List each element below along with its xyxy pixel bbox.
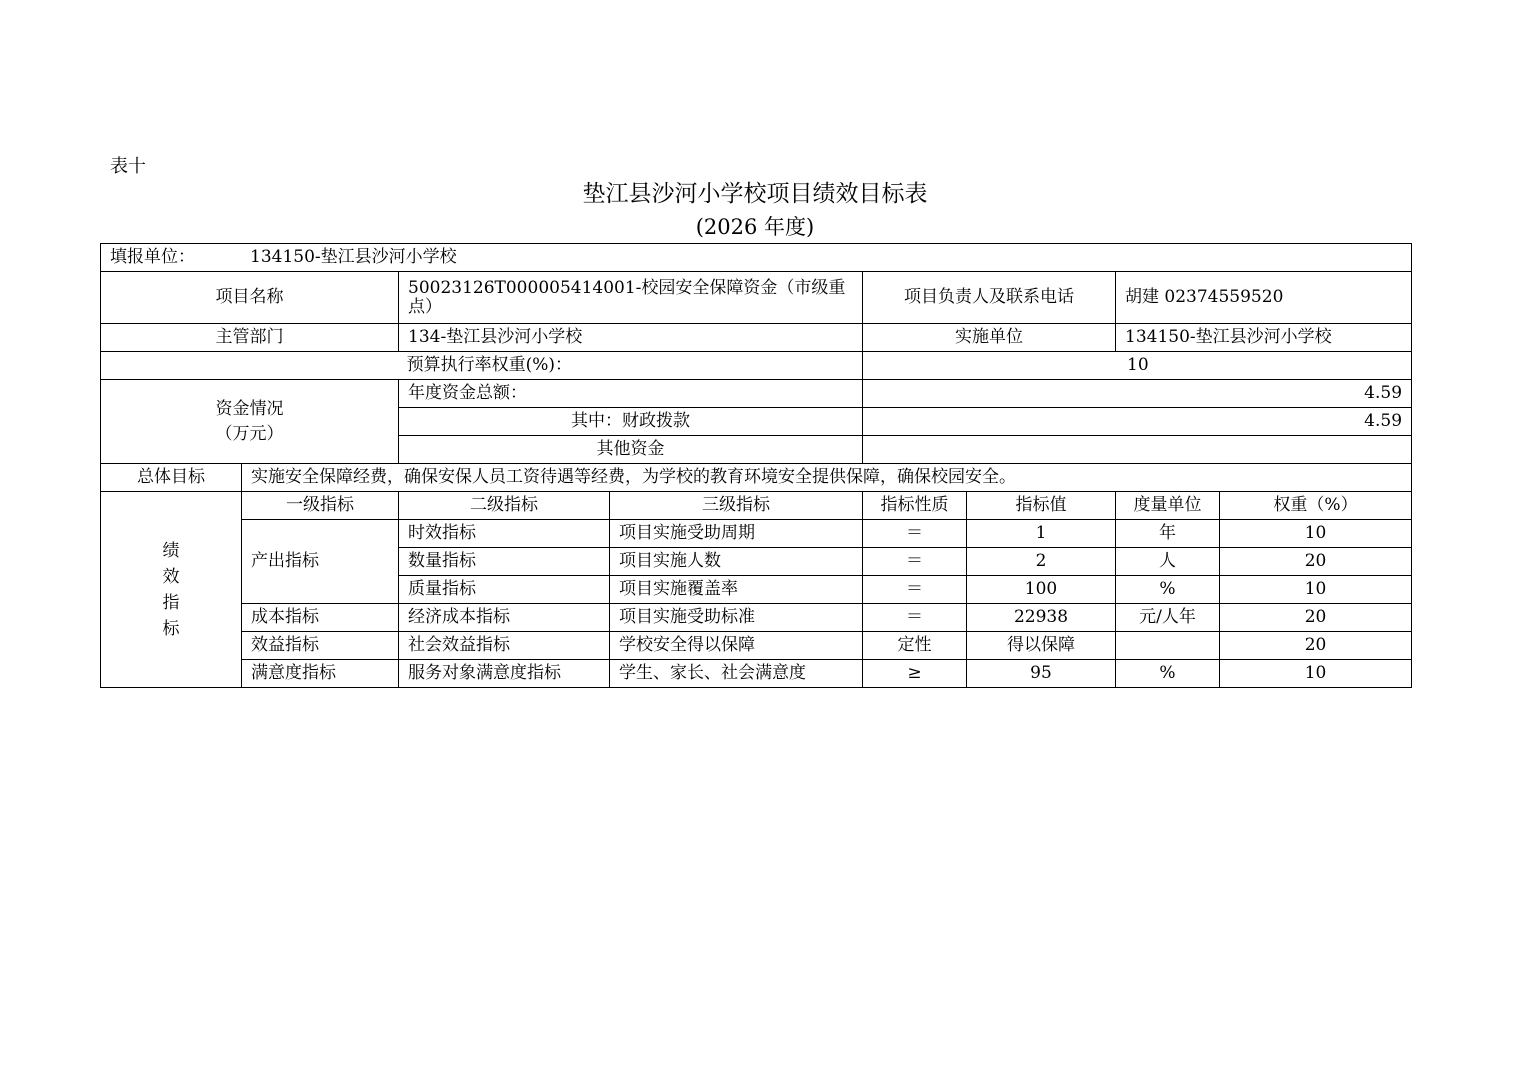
indicator-section-label-text: 绩效指标 [162,540,180,639]
header-level2: 二级指标 [399,492,610,520]
project-name-value: 50023126T000005414001-校园安全保障资金（市级重点） [399,272,863,324]
level2-cell: 社会效益指标 [399,632,610,660]
header-weight: 权重（%） [1220,492,1412,520]
project-manager-value: 胡建 02374559520 [1116,272,1412,324]
nature-cell: ＝ [863,604,967,632]
project-manager-label: 项目负责人及联系电话 [863,272,1116,324]
reporting-unit-row [101,244,1412,272]
level2-cell: 服务对象满意度指标 [399,660,610,688]
table-row [101,632,1412,660]
project-name-row [101,272,1412,324]
table-label: 表十 [110,156,146,177]
annual-total-value: 4.59 [863,380,1412,408]
table-row [101,604,1412,632]
value-cell: 22938 [967,604,1116,632]
annual-total-label: 年度资金总额： [399,380,863,408]
budget-weight-value: 10 [863,352,1412,380]
overall-goal-text: 实施安全保障经费，确保安保人员工资待遇等经费，为学校的教育环境安全提供保障，确保校园安全。 [242,464,1412,492]
overall-goal-row [101,464,1412,492]
department-value: 134-垫江县沙河小学校 [399,324,863,352]
level3-cell: 项目实施受助周期 [610,520,863,548]
nature-cell: ＝ [863,520,967,548]
reporting-unit-value: 134150-垫江县沙河小学校 [250,247,457,267]
output-indicator-label: 产出指标 [242,520,399,604]
funds-label [101,380,399,464]
budget-weight-label: 预算执行率权重(%)： [101,352,863,380]
header-unit: 度量单位 [1116,492,1220,520]
level1-cell: 满意度指标 [242,660,399,688]
implementer-label: 实施单位 [863,324,1116,352]
header-level1: 一级指标 [242,492,399,520]
implementer-value: 134150-垫江县沙河小学校 [1116,324,1412,352]
reporting-unit-cell [101,244,1412,272]
fiscal-value: 4.59 [863,408,1412,436]
nature-cell: ＝ [863,548,967,576]
funds-label-line2: （万元） [215,423,284,444]
nature-cell: 定性 [863,632,967,660]
funds-label-line1: 资金情况 [215,398,284,419]
unit-cell [1116,632,1220,660]
page-subtitle: (2026 年度) [695,215,815,239]
overall-goal-label: 总体目标 [101,464,242,492]
header-value: 指标值 [967,492,1116,520]
department-row [101,324,1412,352]
other-funds-label: 其他资金 [399,436,863,464]
unit-cell: 人 [1116,548,1220,576]
budget-weight-row [101,352,1412,380]
table-row [101,660,1412,688]
level1-cell: 成本指标 [242,604,399,632]
weight-cell: 20 [1220,632,1412,660]
nature-cell: ＝ [863,576,967,604]
value-cell: 100 [967,576,1116,604]
indicator-header-row [101,492,1412,520]
level3-cell: 项目实施受助标准 [610,604,863,632]
value-cell: 95 [967,660,1116,688]
level3-cell: 项目实施覆盖率 [610,576,863,604]
table-row [101,520,1412,548]
funds-total-row [101,380,1412,408]
unit-cell: % [1116,576,1220,604]
performance-target-table [100,243,1412,688]
unit-cell: % [1116,660,1220,688]
other-funds-value [863,436,1412,464]
unit-cell: 年 [1116,520,1220,548]
level3-cell: 学生、家长、社会满意度 [610,660,863,688]
weight-cell: 20 [1220,548,1412,576]
value-cell: 2 [967,548,1116,576]
level1-cell: 效益指标 [242,632,399,660]
fiscal-label: 其中：财政拨款 [399,408,863,436]
weight-cell: 10 [1220,520,1412,548]
unit-cell: 元/人年 [1116,604,1220,632]
indicator-section-label [101,492,242,688]
reporting-unit-label: 填报单位： [110,247,195,267]
header-level3: 三级指标 [610,492,863,520]
level3-cell: 学校安全得以保障 [610,632,863,660]
level2-cell: 时效指标 [399,520,610,548]
weight-cell: 10 [1220,660,1412,688]
project-name-label: 项目名称 [101,272,399,324]
weight-cell: 10 [1220,576,1412,604]
department-label: 主管部门 [101,324,399,352]
weight-cell: 20 [1220,604,1412,632]
level3-cell: 项目实施人数 [610,548,863,576]
level2-cell: 数量指标 [399,548,610,576]
nature-cell: ≥ [863,660,967,688]
level2-cell: 质量指标 [399,576,610,604]
page-title: 垫江县沙河小学校项目绩效目标表 [582,181,928,207]
value-cell: 1 [967,520,1116,548]
header-nature: 指标性质 [863,492,967,520]
level2-cell: 经济成本指标 [399,604,610,632]
value-cell: 得以保障 [967,632,1116,660]
